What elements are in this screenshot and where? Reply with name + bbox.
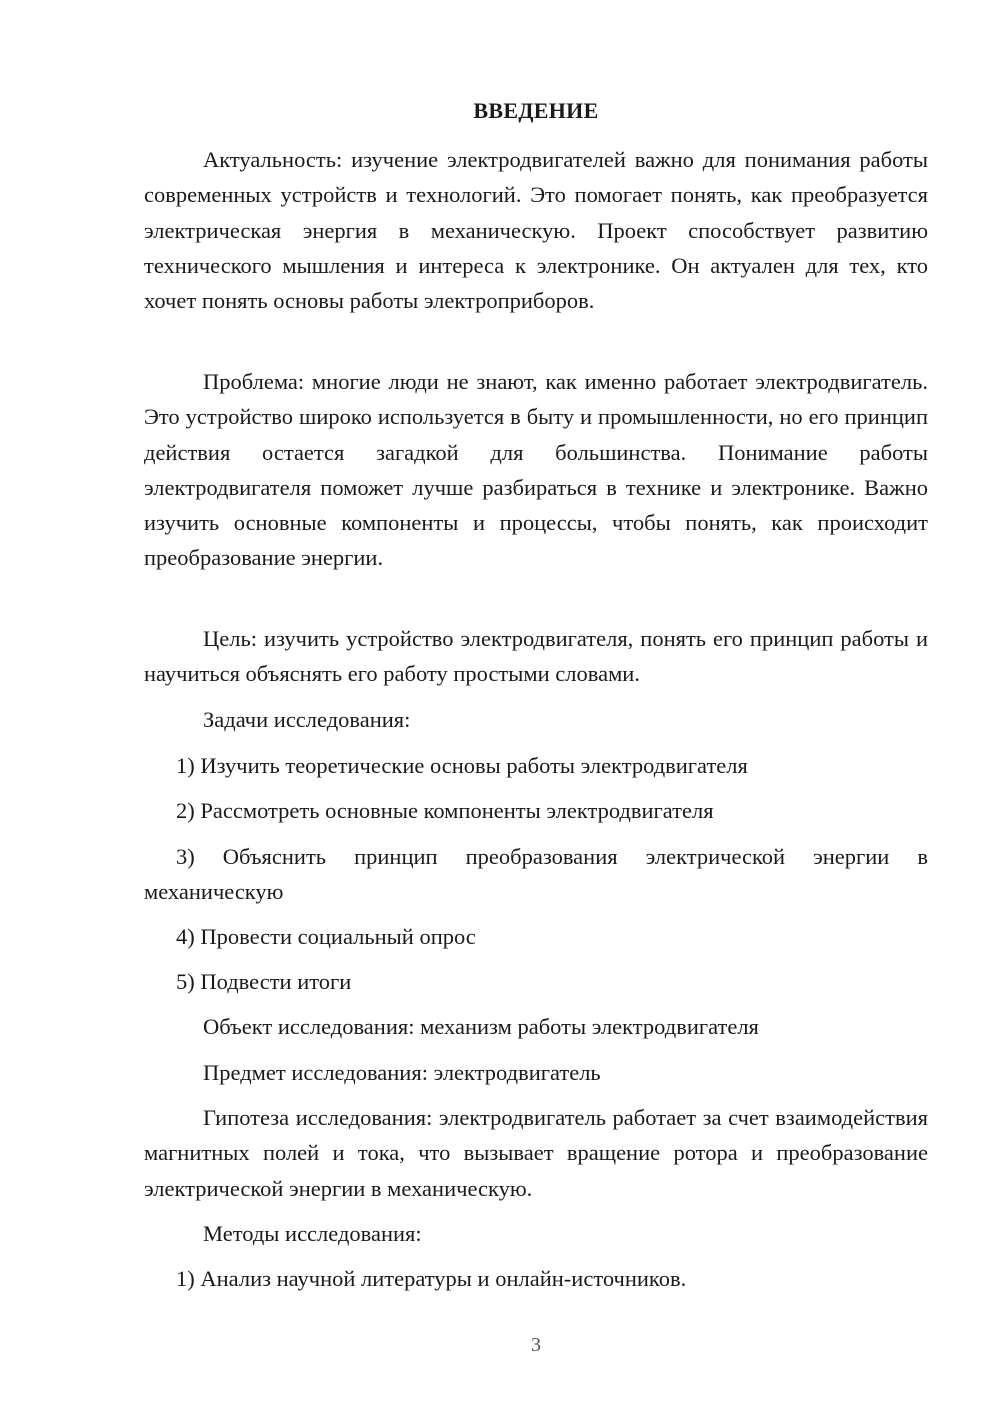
research-subject: Предмет исследования: электродвигатель xyxy=(203,1060,601,1085)
methods-heading: Методы исследования: xyxy=(203,1221,422,1246)
task-item-1: 1) Изучить теоретические основы работы электродвигателя xyxy=(176,753,748,778)
task-item-5: 5) Подвести итоги xyxy=(176,969,352,994)
paragraph-relevance: Актуальность: изучение электродвигателей важно для понимания работы современных устройств и технологий. Это помогает понять, как преобразуется электрическая энергия в механическую. Проект способствует развитию технического мышления и интереса к электронике. Он актуален для тех, кто хочет понять основы работы электроприборов. xyxy=(144,147,928,314)
method-item-1: 1) Анализ научной литературы и онлайн-источников. xyxy=(176,1266,687,1291)
research-hypothesis: Гипотеза исследования: электродвигатель работает за счет взаимодействия магнитных полей и тока, что вызывает вращение ротора и преобразование электрической энергии в механическую. xyxy=(144,1105,928,1201)
task-item-4: 4) Провести социальный опрос xyxy=(176,924,476,949)
task-item-2: 2) Рассмотреть основные компоненты электродвигателя xyxy=(176,798,714,823)
research-object: Объект исследования: механизм работы электродвигателя xyxy=(203,1014,759,1039)
task-item-3: 3) Объяснить принцип преобразования электрической энергии в механическую xyxy=(144,844,928,905)
page-title: ВВЕДЕНИЕ xyxy=(473,98,599,123)
tasks-heading: Задачи исследования: xyxy=(203,707,411,732)
paragraph-problem: Проблема: многие люди не знают, как именно работает электродвигатель. Это устройство широко используется в быту и промышленности, но его принцип действия остается загадкой для большинства. Понимание работы электродвигателя поможет лучше разбираться в технике и электронике. Важно изучить основные компоненты и процессы, чтобы понять, как происходит преобразование энергии. xyxy=(144,369,928,571)
paragraph-goal: Цель: изучить устройство электродвигателя, понять его принцип работы и научиться объяснять его работу простыми словами. xyxy=(144,626,928,687)
page-number: 3 xyxy=(531,1334,541,1356)
